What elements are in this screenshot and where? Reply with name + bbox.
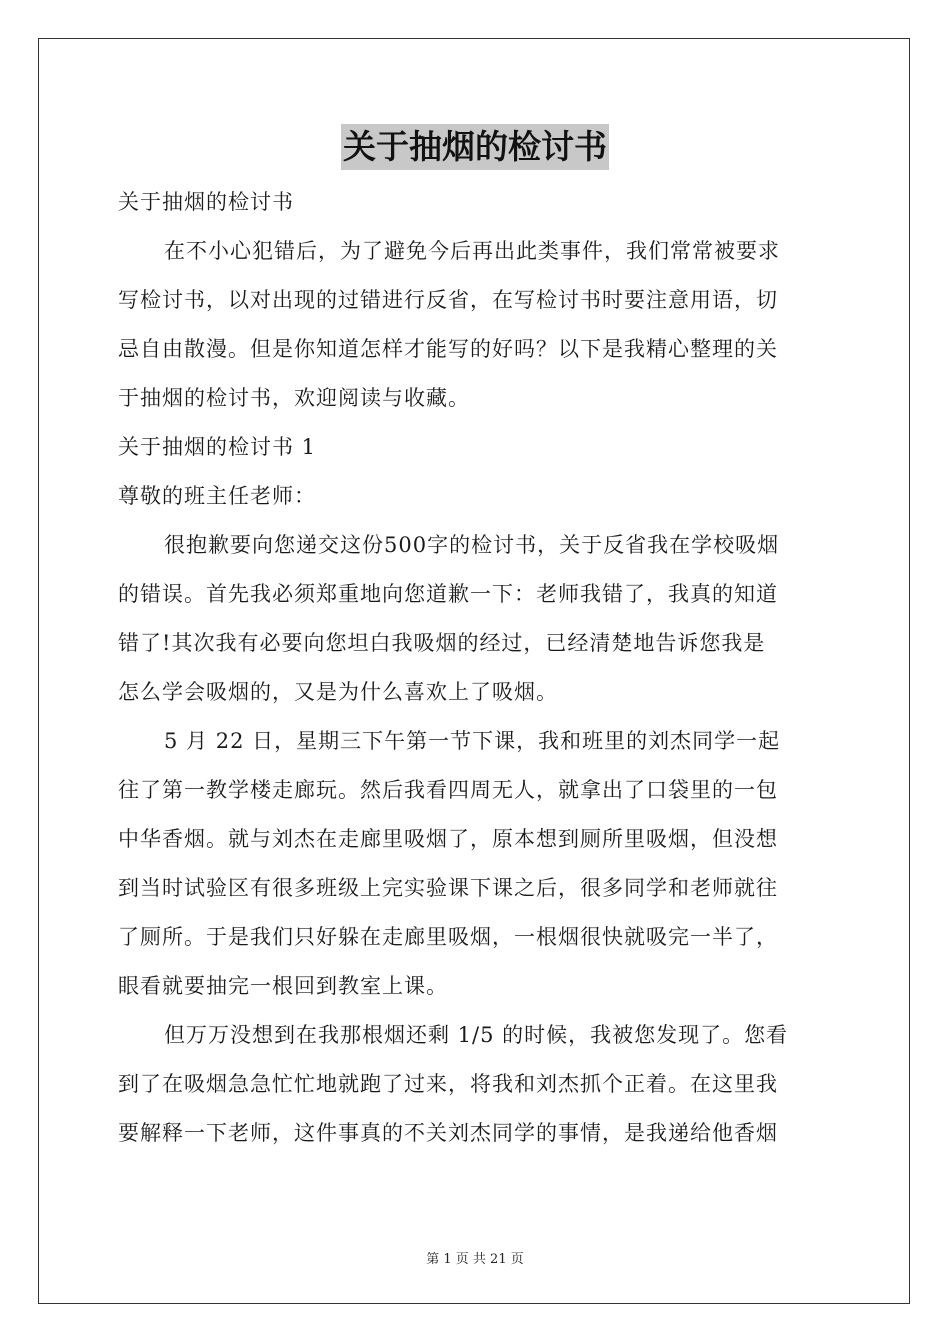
text-line: 忌自由散漫。但是你知道怎样才能写的好吗？以下是我精心整理的关 <box>118 337 778 361</box>
document-title: 关于抽烟的检讨书 <box>341 124 609 170</box>
text-line: 眼看就要抽完一根回到教室上课。 <box>118 974 448 998</box>
text-line: 在不小心犯错后，为了避免今后再出此类事件，我们常常被要求 <box>164 239 780 263</box>
text-line: 很抱歉要向您递交这份500字的检讨书，关于反省我在学校吸烟 <box>164 533 780 557</box>
text-line: 于抽烟的检讨书，欢迎阅读与收藏。 <box>118 386 470 410</box>
text-line: 关于抽烟的检讨书 <box>118 190 294 214</box>
text-line: 了厕所。于是我们只好躲在走廊里吸烟，一根烟很快就吸完一半了， <box>118 925 778 949</box>
text-line: 的错误。首先我必须郑重地向您道歉一下：老师我错了，我真的知道 <box>118 582 778 606</box>
text-line: 到了在吸烟急急忙忙地就跑了过来，将我和刘杰抓个正着。在这里我 <box>118 1072 778 1096</box>
text-line: 往了第一教学楼走廊玩。然后我看四周无人，就拿出了口袋里的一包 <box>118 778 778 802</box>
text-line: 中华香烟。就与刘杰在走廊里吸烟了，原本想到厕所里吸烟，但没想 <box>118 827 778 851</box>
text-line: 错了!其次我有必要向您坦白我吸烟的经过，已经清楚地告诉您我是 <box>118 631 766 655</box>
text-line: 写检讨书，以对出现的过错进行反省，在写检讨书时要注意用语，切 <box>118 288 778 312</box>
text-line: 怎么学会吸烟的，又是为什么喜欢上了吸烟。 <box>118 680 558 704</box>
text-line: 但万万没想到在我那根烟还剩 1/5 的时候，我被您发现了。您看 <box>164 1023 789 1047</box>
text-line: 关于抽烟的检讨书 1 <box>118 435 317 459</box>
title-container <box>0 124 950 170</box>
text-line: 要解释一下老师，这件事真的不关刘杰同学的事情，是我递给他香烟 <box>118 1121 778 1145</box>
document-body <box>118 178 834 1158</box>
text-line: 5 月 22 日，星期三下午第一节下课，我和班里的刘杰同学一起 <box>164 729 781 753</box>
text-line: 到当时试验区有很多班级上完实验课下课之后，很多同学和老师就往 <box>118 876 778 900</box>
text-line: 尊敬的班主任老师： <box>118 484 316 508</box>
page-footer: 第 1 页 共 21 页 <box>426 1252 524 1267</box>
